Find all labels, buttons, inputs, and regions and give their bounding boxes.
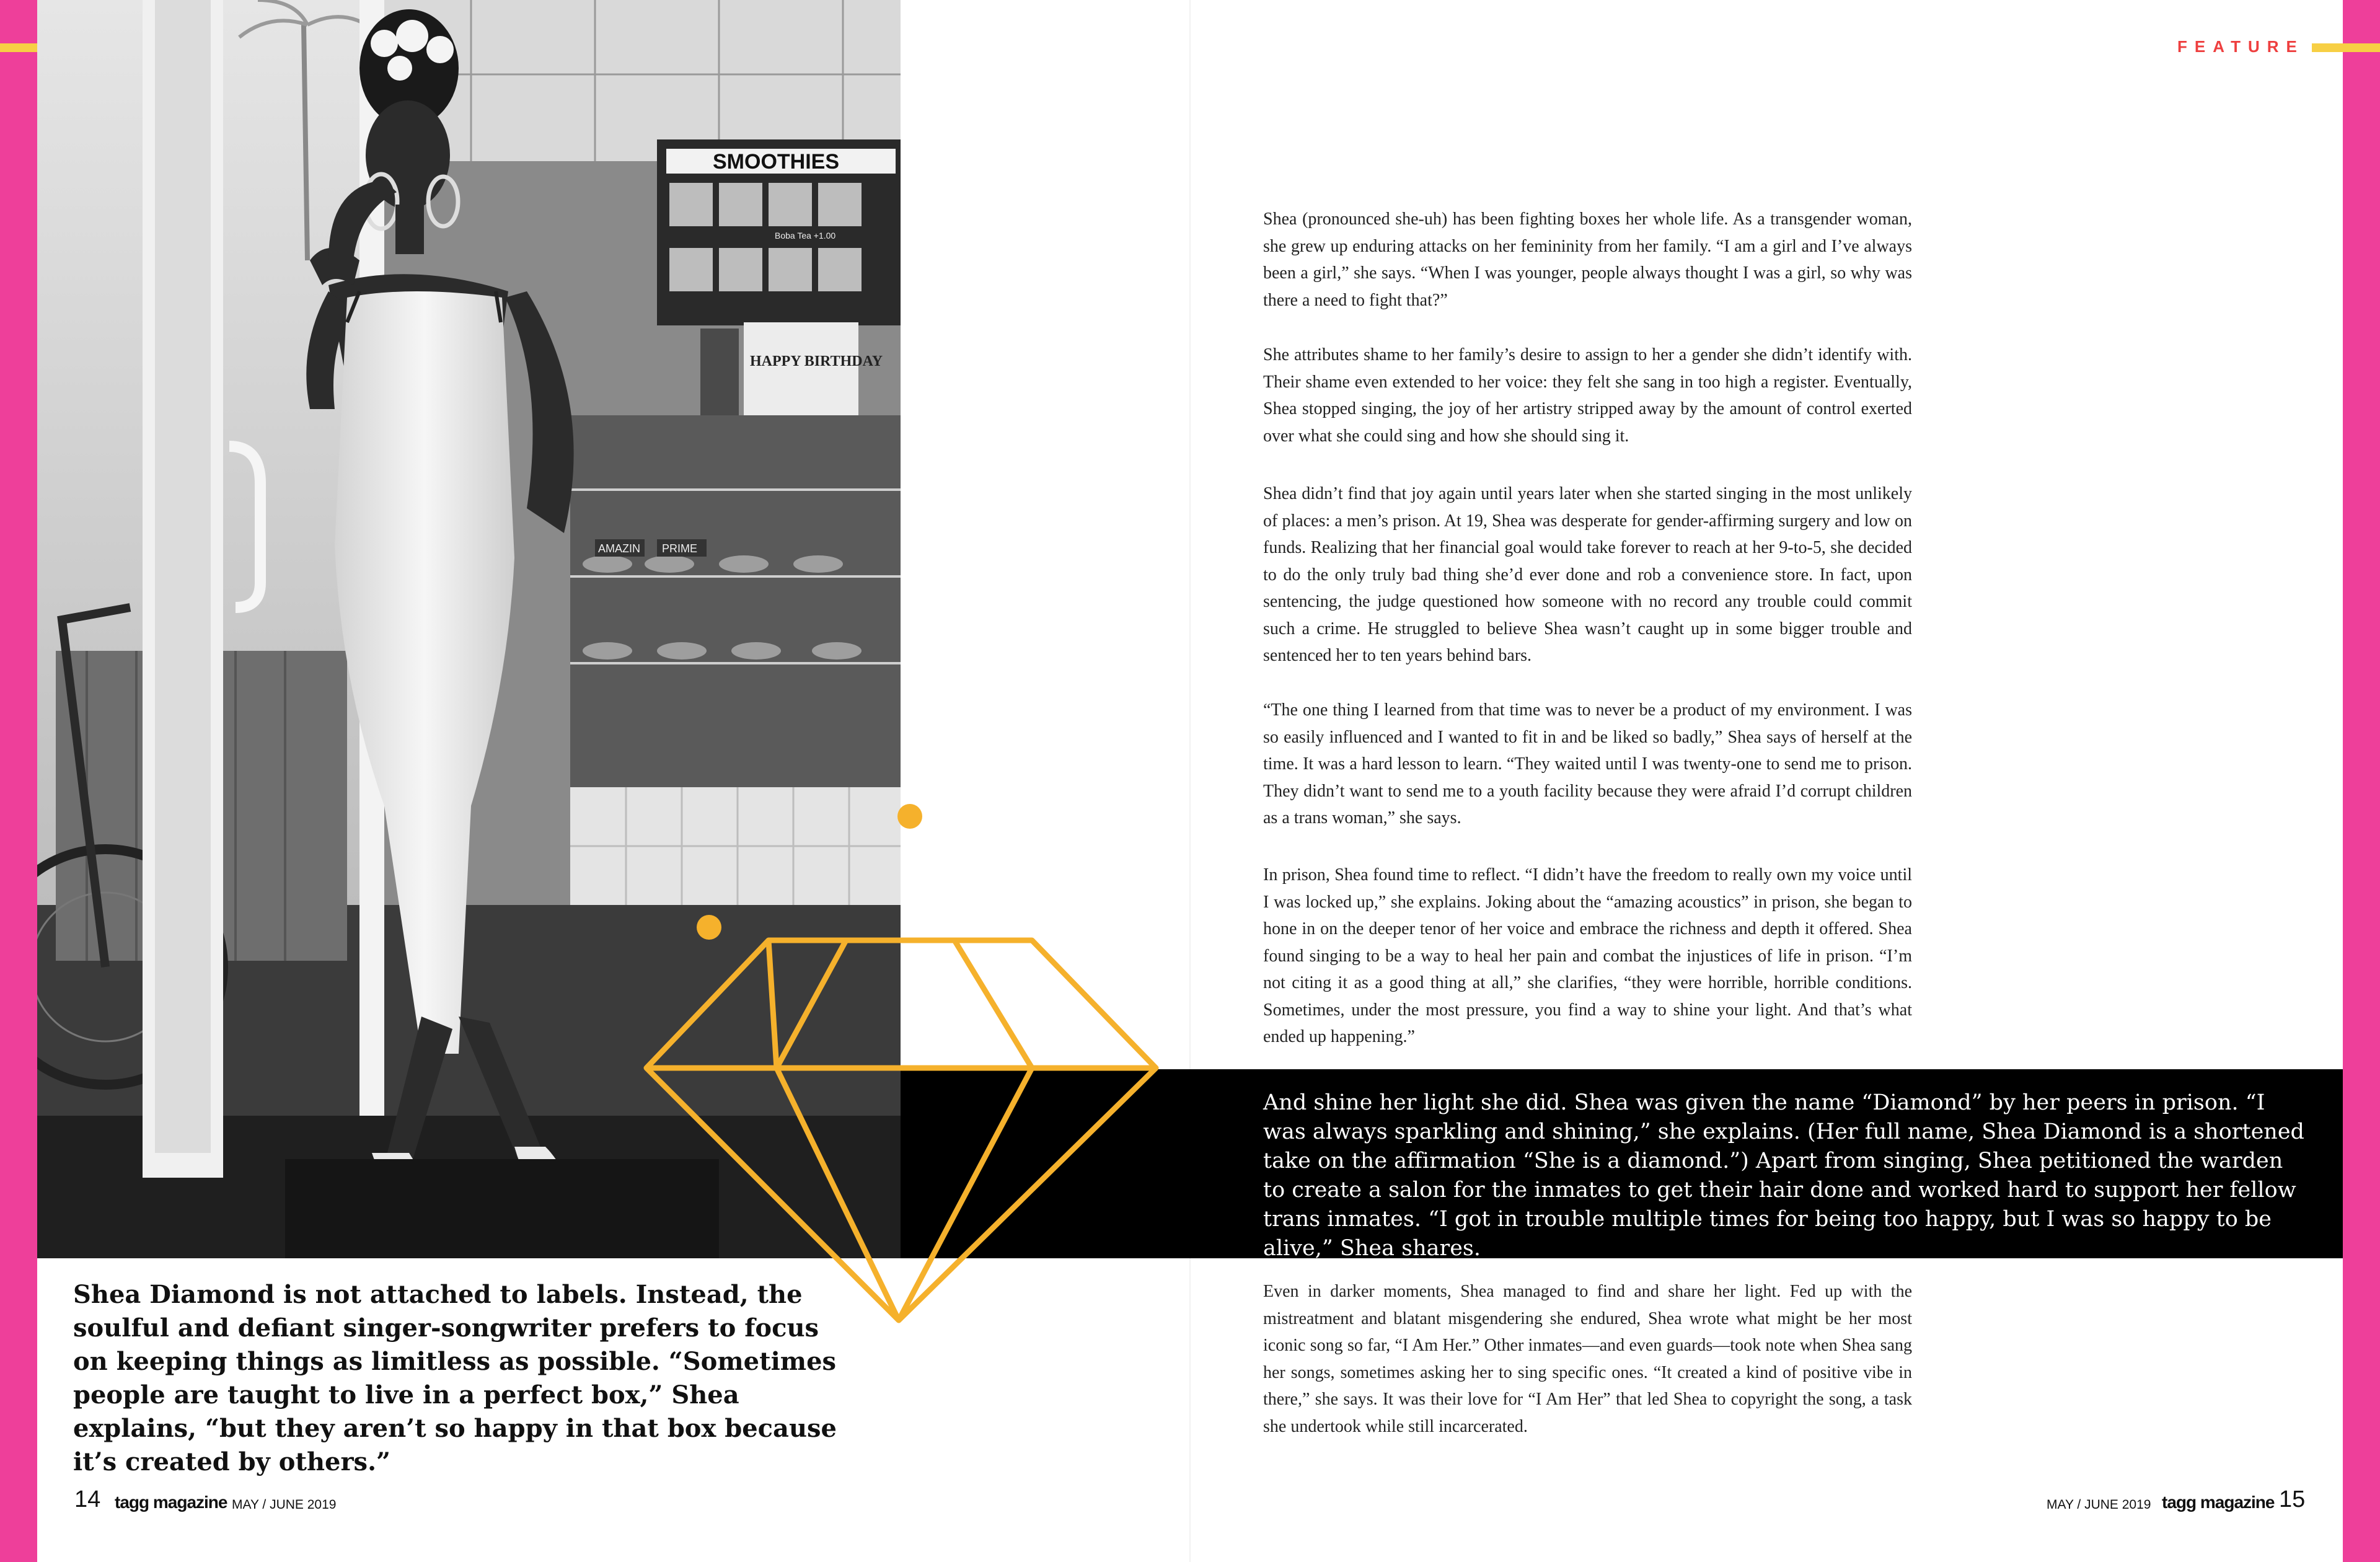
page-number-right: 15 bbox=[2279, 1486, 2306, 1512]
box-text-1: AMAZIN bbox=[598, 542, 641, 555]
issue-date-right: MAY / JUNE 2019 bbox=[2047, 1498, 2151, 1512]
smoothies-sign: SMOOTHIES bbox=[713, 150, 840, 174]
pullquote-text: And shine her light she did. Shea was given the name “Diamond” by her peers in prison. “I was always sparkling and shining,” she explains. (Her full name, Shea Diamond is a shortened take on the affirmation “She is a diamond.”) Apart from singing, Shea petitioned the warden to create a salon for the inmates to get their hair done and worked hard to support her fellow trans inmates. “I got in trouble multiple times for being too happy, but I was so happy to be alive,” Shea shares. bbox=[1263, 1090, 2304, 1261]
brand-logo-left: tagg magazine bbox=[115, 1493, 227, 1512]
page-number-left: 14 bbox=[74, 1486, 101, 1512]
gold-dot-icon bbox=[897, 804, 922, 829]
right-edge-bar bbox=[2343, 0, 2380, 1562]
body-paragraph-2: She attributes shame to her family’s desire to assign to her a gender she didn’t identify with. Their shame even extended to her voice: they felt she sang in too high a register. Eventually, Shea stopped singing, the joy of her artistry stripped away by the amount of control exerted over what she could sing and how she should sing it. bbox=[1263, 345, 1912, 446]
brand-logo-right: tagg magazine bbox=[2162, 1493, 2275, 1512]
body-paragraph-5: In prison, Shea found time to reflect. “I didn’t have the freedom to really own my voice until I was locked up,” she explains. Joking about the “amazing acoustics” in prison, she began to hone in on the deeper tenor of her voice and embrace the richness and depth it offered. Shea found singing to be a way to heal her pain and combat the injustices of life in prison. “I’m not citing it as a good thing at all,” she clarifies, “they were horrible, horrible conditions. Sometimes, under the most pressure, you find a way to shine your light. And that’s what ended up happening.” bbox=[1263, 865, 1912, 1046]
right-section-label: FEATURE bbox=[2177, 37, 2304, 56]
page-gutter bbox=[1189, 0, 1191, 1562]
box-text-2: PRIME bbox=[662, 542, 698, 555]
body-paragraph-4: “The one thing I learned from that time was to never be a product of my environment. I was so easily influenced and I wanted to fit in and be liked so badly,” Shea says of herself at the time. It was a hard lesson to learn. “They waited until I was twenty-one to send me to prison. They didn’t want to send me to a youth facility because they were afraid I’d corrupt children as a trans woman,” she says. bbox=[1263, 700, 1912, 827]
diamond-icon bbox=[632, 930, 1165, 1339]
issue-date-left: MAY / JUNE 2019 bbox=[232, 1498, 337, 1512]
photo-caption: Shea Diamond is not attached to labels. Instead, the soulful and defiant singer-songwriter prefers to focus on keeping things as limitless as possible. “Sometimes people are taught to live in a perfect box,” Shea explains, “but they aren’t so happy in that box because it’s created by others.” bbox=[73, 1280, 837, 1476]
left-edge-bar bbox=[0, 0, 37, 1562]
body-paragraph-3: Shea didn’t find that joy again until years later when she started singing in the most unlikely of places: a men’s prison. At 19, Shea was desperate for gender-affirming surgery and low on funds. Realizing that her financial goal would take forever to reach at her 9-to-5, she decided to do the only truly bad thing she’d ever done and rob a convenience store. In fact, upon sentencing, the judge questioned how someone with no record any trouble could commit such a crime. He struggled to believe Shea wasn’t caught up in some bigger trouble and sentenced her to ten years behind bars. bbox=[1263, 484, 1912, 665]
body-paragraph-6: Even in darker moments, Shea managed to find and share her light. Fed up with the mistreatment and blatant misgendering she endured, Shea wrote what might be her most iconic song so far, “I Am Her.” Other inmates—and even guards—took note when Shea sang her songs, sometimes asking her to sing specific ones. “It created a kind of positive vibe in there,” she says. It was their love for “I Am Her” that led Shea to copyright the song, a task she undertook while still incarcerated. bbox=[1263, 1282, 1912, 1436]
menu-price: Boba Tea +1.00 bbox=[775, 231, 836, 240]
poster-text: HAPPY BIRTHDAY bbox=[750, 353, 883, 369]
gold-dot-icon bbox=[697, 915, 721, 940]
body-paragraph-1: Shea (pronounced she-uh) has been fighting boxes her whole life. As a transgender woman, she grew up enduring attacks on her femininity from her family. “I am a girl and I’ve always been a girl,” she says. “When I was younger, people always thought I was a girl, so why was there a need to fight that?” bbox=[1263, 210, 1912, 310]
right-section-tab bbox=[2312, 43, 2380, 52]
